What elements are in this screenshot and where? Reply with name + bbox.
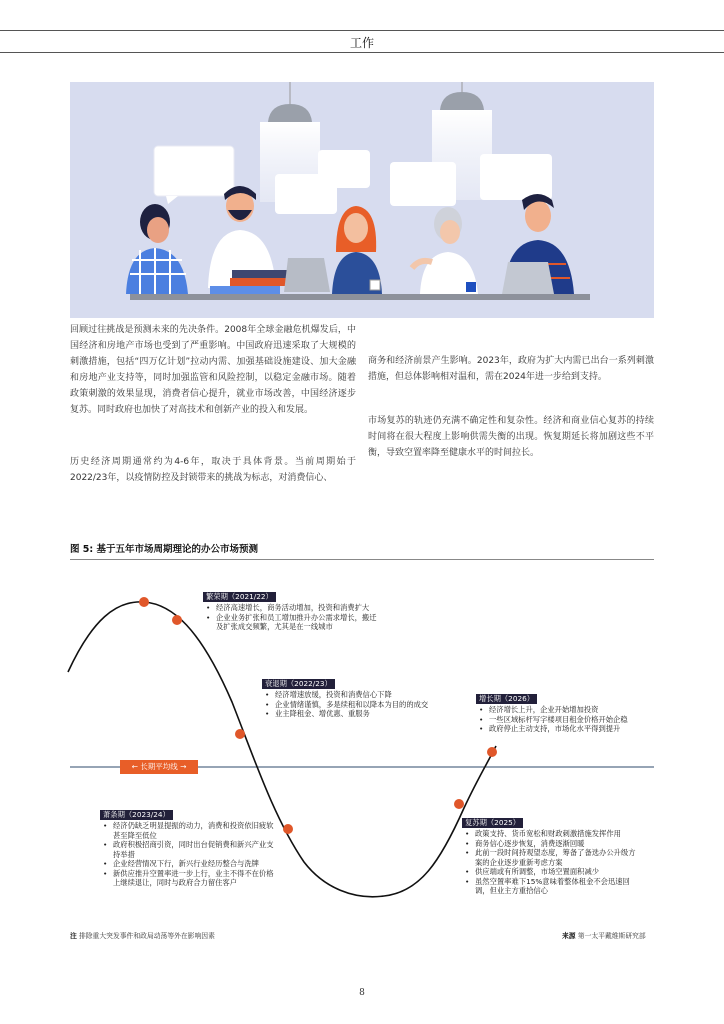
header-top-rule <box>0 30 724 31</box>
phase-bust-bullet: • 经济仍缺乏明显提振的动力，消费和投资依旧疲软甚至降至低位 <box>113 821 280 840</box>
phase-growth-bullet: • 政府停止主动支持，市场化水平得到提升 <box>489 724 656 734</box>
phase-recovery-bullet: • 虽然空置率难下15%意味着整体租金不会迅速回调，但业主方重拾信心 <box>475 877 642 896</box>
phase-growth <box>476 694 656 734</box>
phase-bust <box>100 810 280 888</box>
phase-growth-label: 增长期（2026） <box>476 694 537 704</box>
phase-recovery-bullet: • 商务信心逐步恢复，消费逐渐回暖 <box>475 839 642 849</box>
phase-decline-bullet: • 经济增速放缓，投资和消费信心下降 <box>275 690 444 700</box>
phase-decline-bullet: • 企业情绪谨慎，多是续租和以降本为目的的成交 <box>275 700 444 710</box>
phase-bust-bullet: • 企业经营情况下行，新兴行业经历整合与洗牌 <box>113 859 280 869</box>
phase-boom-bullet: • 企业业务扩张和员工增加推升办公需求增长，搬迁及扩张成交频繁，尤其是在一线城市 <box>216 613 383 632</box>
note-label: 注 <box>70 932 77 940</box>
paragraph-left-2: 历史经济周期通常约为4-6年，取决于具体背景。当前周期始于2022/23年，以疫情防控及封锁带来的挑战为标志，对消费信心、 <box>70 457 356 483</box>
phase-recovery-label: 复苏期（2025） <box>462 818 523 828</box>
phase-decline <box>262 679 444 719</box>
phase-decline-bullet: • 业主降租金、增优惠、重服务 <box>275 709 444 719</box>
phase-bust-label: 萧条期（2023/24） <box>100 810 173 820</box>
phase-boom-bullet: • 经济高速增长，商务活动增加，投资和消费扩大 <box>216 603 383 613</box>
paragraph-right-2: 市场复苏的轨迹仍充满不确定性和复杂性。经济和商业信心复苏的持续时间将在很大程度上影响供需失衡的出现。恢复期延长将加剧这些不平衡，导致空置率降至健康水平的时间拉长。 <box>368 416 654 458</box>
long-term-average-label: ← 长期平均线 → <box>120 760 198 774</box>
phase-boom-label: 繁荣期（2021/22） <box>203 592 276 602</box>
cycle-point-growth <box>487 747 497 757</box>
phase-recovery <box>462 818 642 896</box>
page-number: 8 <box>359 988 365 998</box>
cycle-point-recovery <box>454 799 464 809</box>
cycle-point-decline <box>235 729 245 739</box>
phase-recovery-bullet: • 供应端或有所调整，市场空置面积减少 <box>475 867 642 877</box>
figure-note <box>70 930 215 940</box>
phase-decline-label: 衰退期（2022/23） <box>262 679 335 689</box>
cycle-point-bust <box>283 824 293 834</box>
phase-recovery-bullet: • 此前一段时间持观望态度，筹备了备选办公升级方案的企业逐步重新考虑方案 <box>475 848 642 867</box>
cycle-point-boom-late <box>172 615 182 625</box>
header-bottom-rule <box>0 52 724 53</box>
paragraph-left-1: 回顾过往挑战是预测未来的先决条件。2008年全球金融危机爆发后，中国经济和房地产市场也受到了严重影响。中国政府迅速采取了大规模的刺激措施，包括“四万亿计划”拉动内需、加强基础设施建设、加大金融和房地产业支持等，同时加强监管和风险控制，以稳定金融市场。随着政策刺激的效果显现，消费者信心提升，就业市场改善，中国经济逐步复苏。同时政府也加快了对高技术和创新产业的投入和发展。 <box>70 325 356 415</box>
paragraph-right-1: 商务和经济前景产生影响。2023年，政府为扩大内需已出台一系列刺激措施，但总体影响相对温和，需在2024年进一步给到支持。 <box>368 356 654 382</box>
figure-source <box>562 930 646 940</box>
source-label: 来源 <box>562 932 576 940</box>
phase-boom <box>203 592 383 632</box>
phase-recovery-bullet: • 政策支持、货币宽松和财政刺激措施发挥作用 <box>475 829 642 839</box>
figure-title: 图 5: 基于五年市场周期理论的办公市场预测 <box>70 544 259 555</box>
page-header-title: 工作 <box>349 36 374 50</box>
phase-growth-bullet: • 经济增长上升，企业开始增加投资 <box>489 705 656 715</box>
office-illustration <box>70 82 654 318</box>
note-text: 排除重大突发事件和政局动荡等外在影响因素 <box>78 932 215 940</box>
phase-bust-bullet: • 政府积极招商引资，同时出台促销费和新兴产业支持举措 <box>113 840 280 859</box>
phase-bust-bullet: • 新供应推升空置率进一步上行，业主不得不在价格上继续退让，同时与政府合力留住客户 <box>113 869 280 888</box>
source-text: 第一太平戴维斯研究部 <box>577 932 646 940</box>
cycle-point-boom-peak <box>139 597 149 607</box>
phase-growth-bullet: • 一些区域标杆写字楼项目租金价格开始企稳 <box>489 715 656 725</box>
office-people-illustration <box>70 82 654 318</box>
figure-title-rule <box>70 559 654 560</box>
